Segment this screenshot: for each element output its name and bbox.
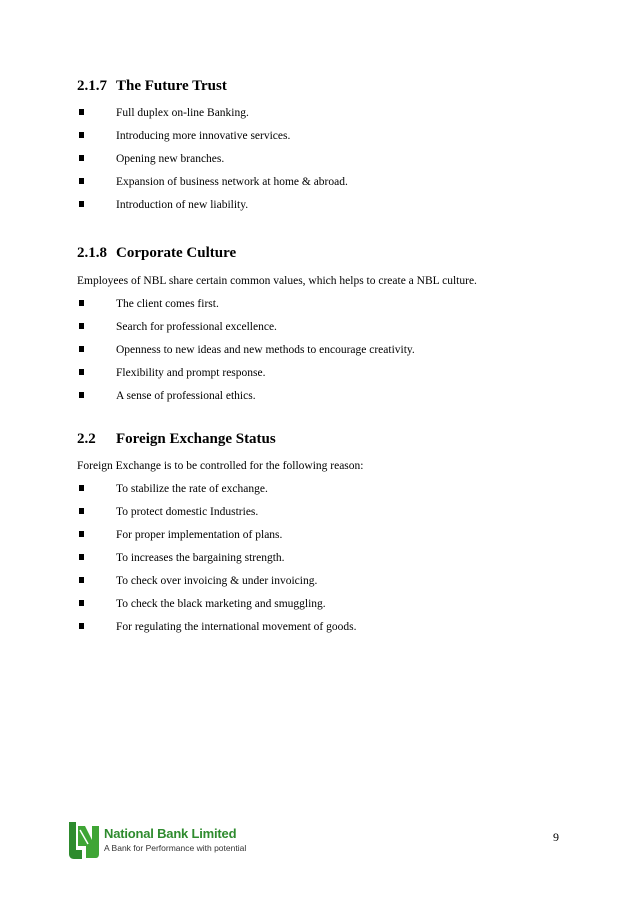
section-heading: Foreign Exchange Status xyxy=(116,431,276,447)
square-bullet-icon xyxy=(79,369,84,375)
square-bullet-icon xyxy=(79,485,84,491)
section-title-foreign-exchange xyxy=(77,430,276,448)
bank-logo xyxy=(66,820,266,860)
foreign-exchange-intro: Foreign Exchange is to be controlled for the following reason: xyxy=(77,460,364,472)
section-heading: The Future Trust xyxy=(116,78,227,94)
square-bullet-icon xyxy=(79,508,84,514)
square-bullet-icon xyxy=(79,109,84,115)
section-number: 2.2 xyxy=(77,431,96,447)
square-bullet-icon xyxy=(79,201,84,207)
square-bullet-icon xyxy=(79,623,84,629)
square-bullet-icon xyxy=(79,323,84,329)
square-bullet-icon xyxy=(79,600,84,606)
section-number: 2.1.8 xyxy=(77,245,107,261)
corporate-culture-intro: Employees of NBL share certain common values, which helps to create a NBL culture. xyxy=(77,275,477,287)
bank-logo-name: National Bank Limited xyxy=(104,826,237,841)
section-number: 2.1.7 xyxy=(77,78,107,94)
square-bullet-icon xyxy=(79,531,84,537)
square-bullet-icon xyxy=(79,178,84,184)
section-title-corporate-culture xyxy=(77,244,236,262)
square-bullet-icon xyxy=(79,132,84,138)
square-bullet-icon xyxy=(79,392,84,398)
square-bullet-icon xyxy=(79,300,84,306)
page-number: 9 xyxy=(553,830,559,844)
square-bullet-icon xyxy=(79,577,84,583)
section-heading: Corporate Culture xyxy=(116,245,237,261)
square-bullet-icon xyxy=(79,155,84,161)
bank-logo-mark-icon xyxy=(66,820,100,860)
bank-logo-tagline: A Bank for Performance with potential xyxy=(104,843,247,853)
square-bullet-icon xyxy=(79,554,84,560)
section-title-future-trust xyxy=(77,77,227,95)
square-bullet-icon xyxy=(79,346,84,352)
